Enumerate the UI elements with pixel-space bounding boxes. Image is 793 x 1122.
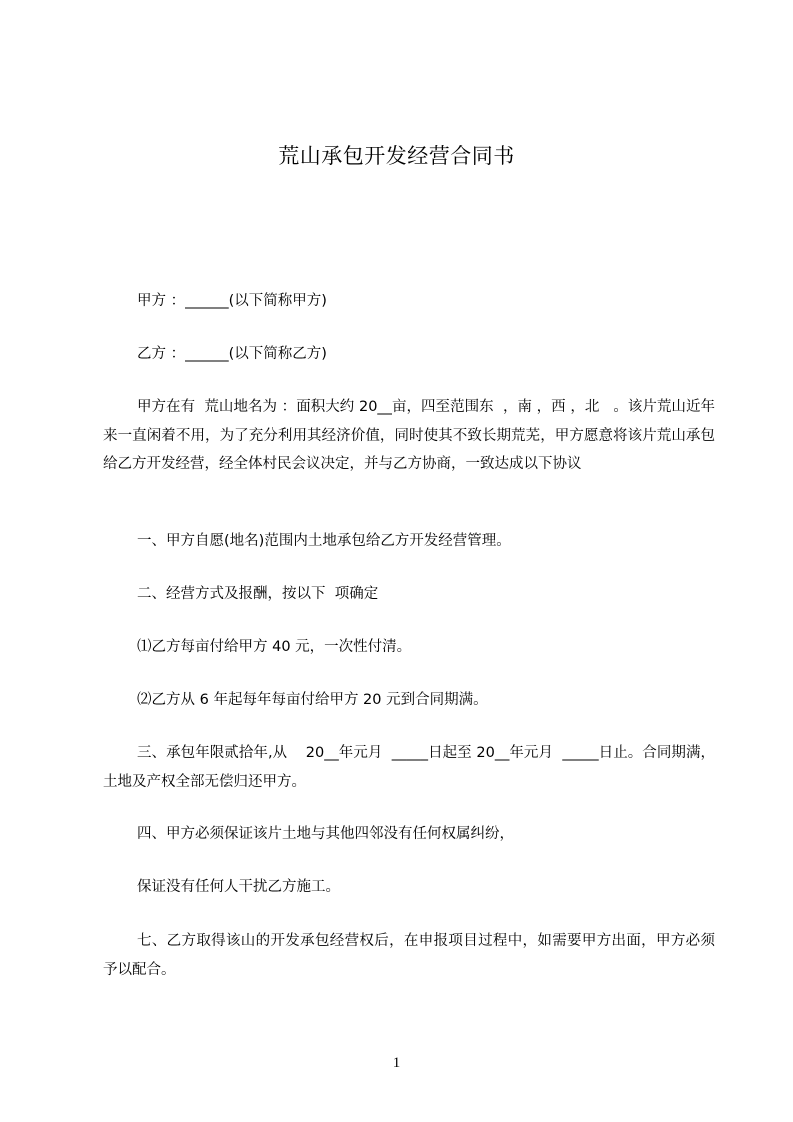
party-a-line: 甲方 ：______(以下简称甲方) [137, 293, 327, 309]
clause-4-continued: 保证没有任何人干扰乙方施工。 [137, 879, 340, 895]
party-b-line: 乙方 ：______(以下简称乙方) [137, 346, 327, 362]
clause-2-item-2: ⑵乙方从 6 年起每年每亩付给甲方 20 元到合同期满。 [137, 692, 488, 708]
clause-2-item-1: ⑴乙方每亩付给甲方 40 元，一次性付清。 [137, 639, 412, 655]
intro-paragraph: 甲方在有 荒山地名为 ：面积大约 20__亩，四至范围东 ，南 ，西 ，北 。该片荒山近年来一直闲着不用，为了充分利用其经济价值，同时使其不致长期荒芜，甲方愿意将该片荒山承包给乙方开发经营，经全体村民会议决定，并与乙方协商，一致达成以下协议 [103, 399, 715, 473]
clause-4: 四、甲方必须保证该片土地与其他四邻没有任何权属纠纷， [137, 826, 514, 842]
clause-1: 一、甲方自愿(地名)范围内土地承包给乙方开发经营管理。 [137, 533, 511, 549]
document-title: 荒山承包开发经营合同书 [278, 144, 515, 168]
clause-2: 二、经营方式及报酬，按以下 项确定 [137, 586, 379, 602]
page-number: 1 [392, 1055, 401, 1071]
clause-3: 三、承包年限贰拾年,从 20__年元月 _____日起至 20__年元月 _____日止。合同期满，土地及产权全部无偿归还甲方。 [103, 745, 715, 790]
clause-7: 七、乙方取得该山的开发承包经营权后，在申报项目过程中，如需要甲方出面，甲方必须予以配合。 [103, 933, 715, 978]
